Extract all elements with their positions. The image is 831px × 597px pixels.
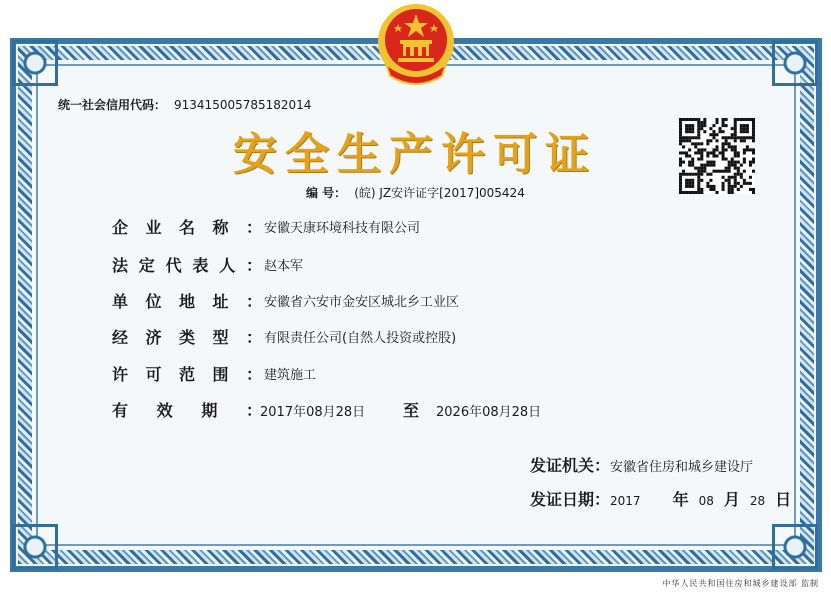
year-unit: 年 (672, 490, 689, 509)
label-char: 地 (178, 292, 195, 311)
footer-supervisor-note: 中华人民共和国住房和城乡建设部 监制 (662, 579, 819, 588)
corner-ornament-icon (772, 524, 818, 570)
label-char: 人 (219, 256, 236, 275)
corner-ornament-icon (12, 524, 58, 570)
label-char: 期 (201, 401, 218, 420)
issue-year: 2017 (610, 494, 641, 508)
certificate-title: 安全生产许可证 (233, 129, 597, 180)
field-scope (112, 362, 316, 385)
label-char: 可 (145, 365, 162, 384)
label-char: 业 (145, 218, 162, 237)
label-char: 类 (178, 328, 195, 347)
number-label: 编 号： (306, 186, 347, 200)
month-unit: 月 (723, 490, 740, 509)
issue-month: 08 (698, 494, 714, 508)
issue-day: 28 (749, 494, 766, 508)
issuer-label: 发证机关： (530, 456, 611, 475)
corner-ornament-icon (772, 40, 818, 86)
field-legal-representative (112, 253, 303, 276)
label-char: 企 (112, 218, 129, 237)
label-char: 济 (145, 328, 162, 347)
field-company (112, 215, 420, 238)
label-char: 效 (156, 401, 173, 420)
national-emblem-icon (376, 2, 456, 88)
issuing-authority (530, 453, 753, 476)
qr-code-icon (679, 118, 755, 194)
label-char: 单 (112, 292, 129, 311)
issue-date (530, 487, 801, 510)
label-char: ： (245, 292, 262, 311)
issue-date-label: 发证日期： (530, 490, 611, 509)
valid-to-label: 至 (403, 401, 420, 420)
label-char: 有 (112, 401, 129, 420)
label-char: ： (245, 256, 262, 275)
type-label (112, 325, 262, 348)
label-char: 许 (112, 365, 129, 384)
valid-label (112, 398, 262, 421)
label-char: 定 (138, 256, 155, 275)
credit-code (58, 96, 311, 113)
label-char: 称 (212, 218, 229, 237)
label-char: 代 (165, 256, 182, 275)
label-char: 名 (178, 218, 195, 237)
legal-value: 赵本军 (264, 259, 304, 274)
credit-code-label: 统一社会信用代码： (58, 98, 167, 112)
address-value: 安徽省六安市金安区城北乡工业区 (264, 295, 460, 310)
label-char: ： (245, 401, 262, 420)
day-unit: 日 (775, 490, 792, 509)
certificate-number (306, 184, 525, 201)
label-char: 经 (112, 328, 129, 347)
label-char: 表 (192, 256, 209, 275)
scope-value: 建筑施工 (264, 368, 317, 383)
label-char: 法 (112, 256, 129, 275)
company-value: 安徽天康环境科技有限公司 (264, 221, 421, 236)
valid-to-value: 2026年08月28日 (436, 405, 542, 420)
label-char: 围 (212, 365, 229, 384)
label-char: ： (245, 218, 262, 237)
number-value: (皖) JZ安许证字[2017]005424 (354, 186, 525, 200)
credit-code-value: 913415005785182014 (174, 98, 312, 112)
field-economic-type (112, 325, 456, 348)
label-char: 址 (212, 292, 229, 311)
label-char: 范 (178, 365, 195, 384)
label-char: ： (245, 328, 262, 347)
label-char: 型 (212, 328, 229, 347)
corner-ornament-icon (12, 40, 58, 86)
scope-label (112, 362, 262, 385)
legal-label (112, 253, 262, 276)
type-value: 有限责任公司(自然人投资或控股) (264, 331, 457, 346)
company-label (112, 215, 262, 238)
address-label (112, 289, 262, 312)
valid-from-value: 2017年08月28日 (260, 405, 366, 420)
label-char: 位 (145, 292, 162, 311)
issuer-value: 安徽省住房和城乡建设厅 (610, 460, 754, 475)
field-validity (112, 398, 262, 421)
label-char: ： (245, 365, 262, 384)
field-address (112, 289, 459, 312)
